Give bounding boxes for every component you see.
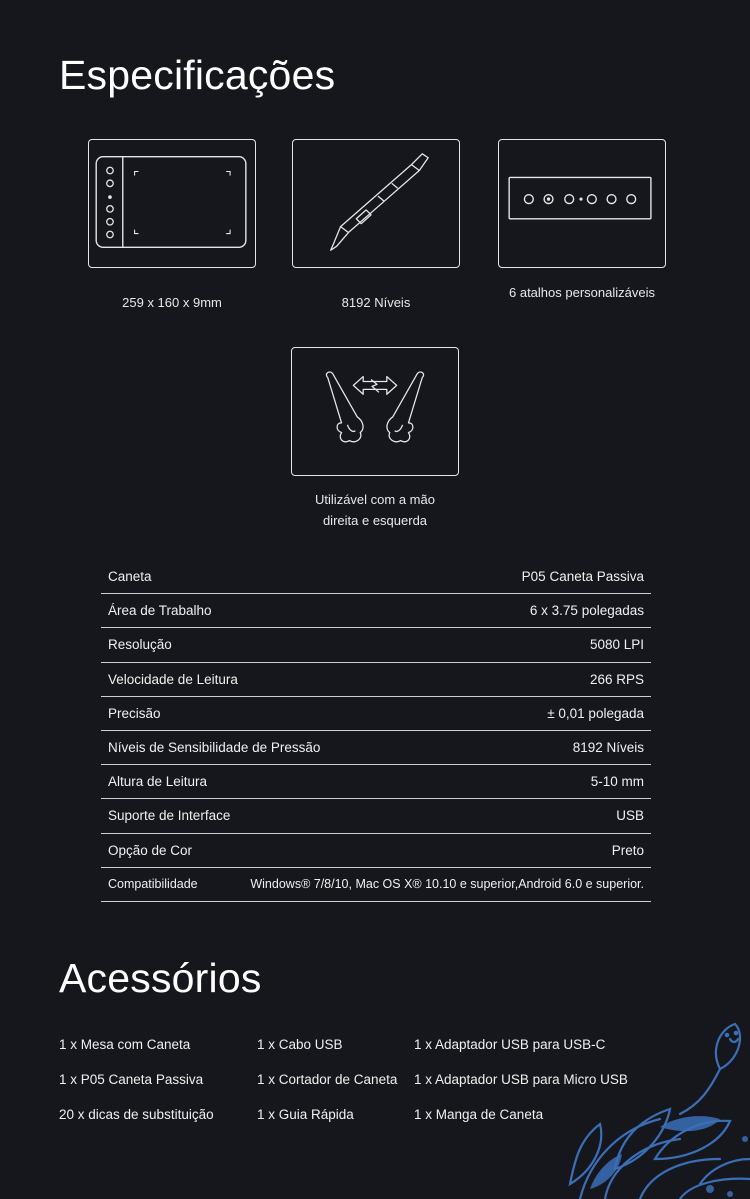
specifications-title: Especificações xyxy=(59,52,336,98)
table-row xyxy=(101,628,651,662)
spec-label: Opção de Cor xyxy=(108,842,193,858)
spec-label: Níveis de Sensibilidade de Pressão xyxy=(108,740,321,756)
spec-value: 5-10 mm xyxy=(590,774,644,790)
spec-value: Preto xyxy=(611,842,644,858)
spec-value: P05 Caneta Passiva xyxy=(521,569,644,585)
spec-label: Suporte de Interface xyxy=(108,808,231,824)
table-row xyxy=(101,594,651,628)
list-item: 1 x Mesa com Caneta xyxy=(59,1037,191,1052)
spec-label: Precisão xyxy=(108,705,161,721)
list-item: 1 x Guia Rápida xyxy=(257,1107,354,1122)
shortcuts-caption: 6 atalhos personalizáveis xyxy=(509,285,655,300)
list-item: 1 x Cabo USB xyxy=(257,1037,343,1052)
pen-icon xyxy=(293,140,459,267)
hand-feature-box xyxy=(291,347,459,476)
left-right-hand-icon xyxy=(292,348,458,475)
tablet-feature-box xyxy=(88,139,256,268)
pressure-levels-caption: 8192 Níveis xyxy=(341,295,411,310)
table-row xyxy=(101,663,651,697)
shortcut-feature-box xyxy=(498,139,666,268)
spec-value: Windows® 7/8/10, Mac OS X® 10.10 e superior,Android 6.0 e superior. xyxy=(250,877,644,892)
shortcut-keys-icon xyxy=(499,140,665,267)
spec-label: Compatibilidade xyxy=(108,877,198,892)
specifications-table xyxy=(101,560,651,902)
hand-caption-line2: direita e esquerda xyxy=(322,513,428,528)
spec-value: 5080 LPI xyxy=(589,637,644,653)
list-item: 1 x Adaptador USB para USB-C xyxy=(414,1037,606,1052)
pen-feature-box xyxy=(292,139,460,268)
table-row xyxy=(101,560,651,594)
list-item: 1 x P05 Caneta Passiva xyxy=(59,1072,204,1087)
spec-value: ± 0,01 polegada xyxy=(547,705,644,721)
table-row xyxy=(101,834,651,868)
list-item: 1 x Cortador de Caneta xyxy=(257,1072,398,1087)
spec-label: Resolução xyxy=(108,637,172,653)
tablet-icon xyxy=(89,140,255,267)
spec-value: 6 x 3.75 polegadas xyxy=(529,603,644,619)
spec-value: USB xyxy=(616,808,644,824)
list-item: 1 x Manga de Caneta xyxy=(414,1107,544,1122)
table-row xyxy=(101,765,651,799)
spec-value: 8192 Níveis xyxy=(572,740,644,756)
table-row xyxy=(101,697,651,731)
tablet-size-caption: 259 x 160 x 9mm xyxy=(122,295,222,310)
spec-label: Velocidade de Leitura xyxy=(108,671,238,687)
list-item: 20 x dicas de substituição xyxy=(59,1107,214,1122)
list-item: 1 x Adaptador USB para Micro USB xyxy=(414,1072,628,1087)
accessories-title: Acessórios xyxy=(59,955,262,1001)
table-row xyxy=(101,731,651,765)
spec-label: Área de Trabalho xyxy=(108,603,212,619)
spec-label: Altura de Leitura xyxy=(108,774,208,790)
hand-caption-line1: Utilizável com a mão xyxy=(315,492,435,507)
spec-value: 266 RPS xyxy=(589,671,644,687)
hand-usability-caption xyxy=(271,489,479,531)
spec-label: Caneta xyxy=(108,569,152,585)
table-row xyxy=(101,868,651,902)
table-row xyxy=(101,799,651,833)
